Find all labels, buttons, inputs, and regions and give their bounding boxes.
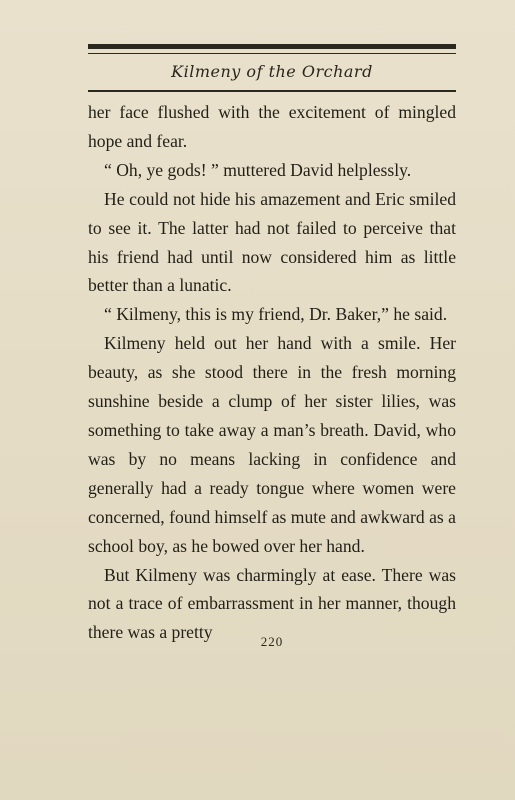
- running-head-rule: [88, 90, 456, 92]
- running-head: Kilmeny of the Orchard: [171, 62, 373, 81]
- page-number: 220: [260, 634, 284, 649]
- body-text: [88, 98, 456, 647]
- paragraph: Kilmeny held out her hand with a smile. Her beauty, as she stood there in the fresh morning sunshine beside a clump of her sister lilies, was something to take away a man’s breath. David, who was by no means lacking in confidence and generally had a ready tongue where women were concerned, found himself as mute and awkward as a school boy, as he bowed over her hand.: [88, 333, 456, 556]
- paragraph: her face flushed with the excitement of mingled hope and fear.: [88, 102, 456, 151]
- paragraph: He could not hide his amazement and Eric smiled to see it. The latter had not failed to perceive that his friend had until now considered him as little better than a lunatic.: [88, 188, 456, 296]
- paragraph: “ Oh, ye gods! ” muttered David helplessly.: [104, 159, 412, 180]
- paragraph: “ Kilmeny, this is my friend, Dr. Baker,” he said.: [104, 304, 448, 325]
- paragraph: But Kilmeny was charmingly at ease. There was not a trace of embarrassment in her manner, though there was a pretty: [88, 564, 456, 643]
- header-rule-thin: [88, 53, 456, 54]
- header-rule-thick: [88, 44, 456, 49]
